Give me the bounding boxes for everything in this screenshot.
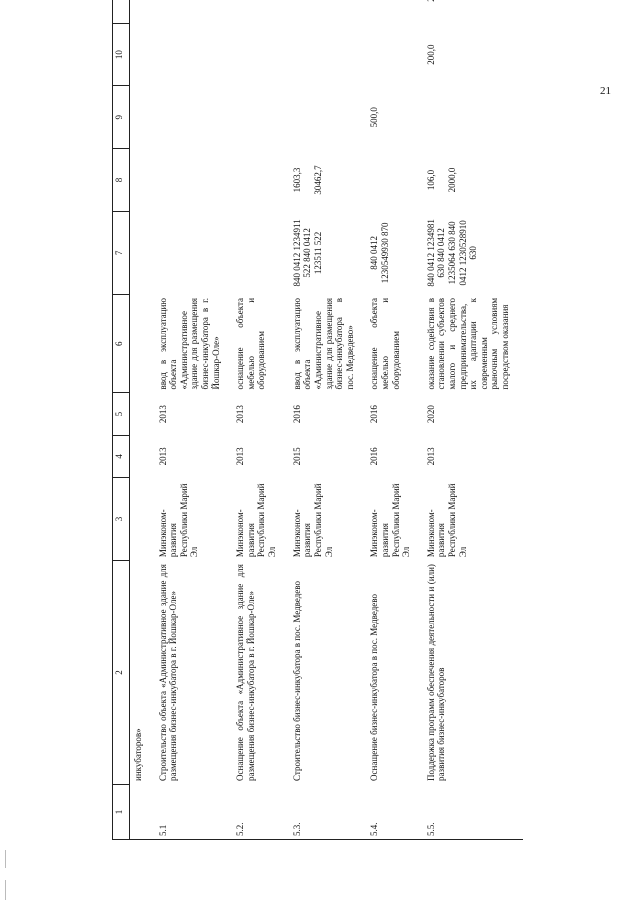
cell-result: оказание содействия в становлении субъектов малого и среднего предпринимательства, их адаптации к современным рыночным условиям посредством оказания [424, 294, 523, 393]
col-header: 2 [113, 561, 130, 785]
cell-y1: 2015 [290, 435, 368, 477]
col-header: 9 [113, 86, 130, 149]
cell-code: 840 0412 1234911 522 840 0412 123511 522 [290, 211, 368, 294]
cell-v9 [290, 86, 368, 149]
col-header: 7 [113, 211, 130, 294]
cell-exec: Минэконом-развития Республики Марий Эл [156, 477, 234, 560]
cell-v10 [156, 23, 234, 86]
cell-y2: 2013 [233, 393, 289, 435]
cell-v8 [156, 149, 234, 212]
table-row [424, 0, 523, 840]
cell-v8 [130, 149, 156, 212]
cell-exec: Минэконом-развития Республики Марий Эл [367, 477, 423, 560]
col-header: 1 [113, 784, 130, 839]
rotated-table-sheet [112, 0, 532, 840]
cell-y2: 2016 [290, 393, 368, 435]
cell-v11 [233, 0, 289, 23]
cell-v10: 200,0 [424, 23, 523, 86]
cell-v8 [233, 149, 289, 212]
cell-v9 [233, 86, 289, 149]
cell-v11 [367, 0, 423, 23]
cell-code [233, 211, 289, 294]
program-table [112, 0, 523, 840]
table-row [130, 0, 156, 840]
cell-exec [130, 477, 156, 560]
column-number-row [113, 0, 130, 840]
col-header: 8 [113, 149, 130, 212]
cell-v10 [130, 23, 156, 86]
col-header: 5 [113, 393, 130, 435]
cell-v11 [130, 0, 156, 23]
cell-result: оснащение объекта мебелью и оборудованием [367, 294, 423, 393]
cell-y1 [130, 435, 156, 477]
page-number: 21 [600, 85, 611, 97]
cell-exec: Минэконом-развития Республики Марий Эл [233, 477, 289, 560]
cell-v9 [130, 86, 156, 149]
cell-num: 5.4. [367, 784, 423, 839]
scan-mark [5, 880, 6, 900]
table-row [233, 0, 289, 840]
cell-num: 5.5. [424, 784, 523, 839]
cell-code: 840 0412 1234981 630 840 0412 1235064 630 840 0412 1230528910 630 [424, 211, 523, 294]
cell-v10 [290, 23, 368, 86]
cell-y1: 2013 [233, 435, 289, 477]
cell-y2: 2020 [424, 393, 523, 435]
cell-v11 [156, 0, 234, 23]
cell-y1: 2016 [367, 435, 423, 477]
cell-result [130, 294, 156, 393]
cell-v11 [290, 0, 368, 23]
col-header: 4 [113, 435, 130, 477]
cell-y1: 2013 [156, 435, 234, 477]
table-body [130, 0, 523, 840]
cell-name: инкубаторов» [130, 561, 156, 785]
cell-v8: 106,0 2000,0 [424, 149, 523, 212]
cell-name: Поддержка программ обеспечения деятельности и (или) развития бизнес-инкубаторов [424, 561, 523, 785]
table-row [367, 0, 423, 840]
cell-v10 [233, 23, 289, 86]
col-header: 10 [113, 23, 130, 86]
cell-v8: 1603,3 30462,7 [290, 149, 368, 212]
cell-num: 5.1 [156, 784, 234, 839]
scan-mark [5, 850, 6, 868]
cell-code [130, 211, 156, 294]
cell-y2: 2013 [156, 393, 234, 435]
cell-code: 840 0412 1230549930 870 [367, 211, 423, 294]
cell-num: 5.2. [233, 784, 289, 839]
cell-name: Оснащение бизнес-инкубатора в пос. Медведево [367, 561, 423, 785]
col-header: 6 [113, 294, 130, 393]
cell-exec: Минэконом-развития Республики Марий Эл [424, 477, 523, 560]
cell-v9: 500,0 [367, 86, 423, 149]
table-row [290, 0, 368, 840]
cell-result: оснащение объекта мебелью и оборудованием [233, 294, 289, 393]
cell-v10 [367, 23, 423, 86]
cell-v11 [424, 0, 523, 23]
table-row [156, 0, 234, 840]
cell-name: Оснащение объекта «Административное здание для размещения бизнес-инкубатора в г. Йошкар-Оле» [233, 561, 289, 785]
cell-y1: 2013 [424, 435, 523, 477]
cell-v9 [424, 86, 523, 149]
cell-num: 5.3. [290, 784, 368, 839]
cell-y2: 2016 [367, 393, 423, 435]
col-header: 3 [113, 477, 130, 560]
cell-num [130, 784, 156, 839]
cell-v9 [156, 86, 234, 149]
cell-exec: Минэконом-развития Республики Марий Эл [290, 477, 368, 560]
cell-v8 [367, 149, 423, 212]
col-header [113, 0, 130, 23]
cell-name: Строительство бизнес-инкубатора в пос. Медведево [290, 561, 368, 785]
cell-result: ввод в эксплуатацию объекта «Административное здание для размещения бизнес-инкубатора в пос. Медведево» [290, 294, 368, 393]
cell-result: ввод в эксплуатацию объекта «Административное здание для размещения бизнес-инкубатора в г. Йошкар-Оле» [156, 294, 234, 393]
cell-y2 [130, 393, 156, 435]
cell-name: Строительство объекта «Административное здание для размещения бизнес-инкубатора в г. Йошкар-Оле» [156, 561, 234, 785]
cell-code [156, 211, 234, 294]
